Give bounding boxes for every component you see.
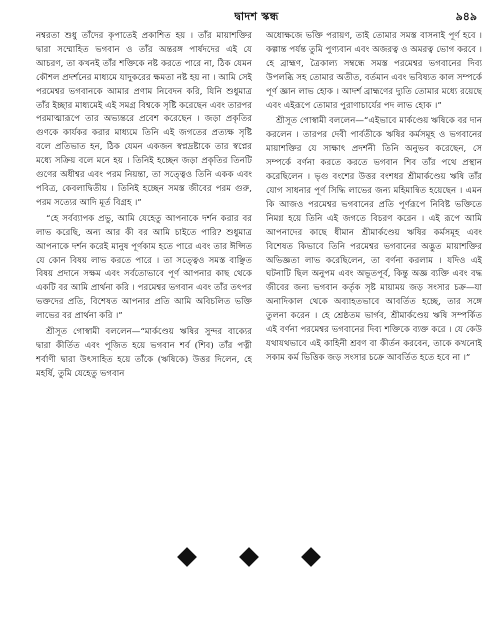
page-number: ৯৪৯ [455,10,477,23]
text-columns [36,30,482,540]
paragraph: শ্রীসূত গোস্বামী বললেন—“এইভাবে মার্কণ্ডেয় ঋষিকে বর দান করলেন । তারপর দেবী পার্বতীকে ঋষির কর্মসমূহ ও ভগবানের মায়াশক্তির যে সাক্ষাৎ প্রদর্শনী তিনি অনুভব করেছেন, সে সম্পর্কে বর্ণনা করতে করতে ভগবান শিব তাঁর পথে প্রস্থান করেছিলেন । ভৃগু বংশের উত্তর বংশধর শ্রীমার্কণ্ডেয় ঋষি তাঁর যোগ সাধনার পূর্ণ সিদ্ধি লাভের জন্য মহিমান্বিত হয়েছেন । এমন কি আজও পরমেশ্বর ভগবানের প্রতি পূর্ণরূপে নিবিষ্ট ভক্তিতে নিমগ্ন হয়ে তিনি এই জগতে বিচরণ করেন । এই রূপে আমি আপনাদের কাছে ধীমান শ্রীমার্কণ্ডেয় ঋষির কর্মসমূহ এবং বিশেষত কিভাবে তিনি পরমেশ্বর ভগবানের অদ্ভুত মায়াশক্তির অভিজ্ঞতা লাভ করেছিলেন, তা বর্ণনা করলাম । যদিও এই ঘটনাটি ছিল অনুপম এবং অভূতপূর্ব, কিন্তু অজ্ঞ ব্যক্তি এবং বদ্ধ জীবের জন্য ভগবান কর্তৃক সৃষ্ট মায়াময় জড় সংসার চক্র—যা অনাদিকাল থেকে অব্যাহতভাবে আবর্তিত হচ্ছে, তার সঙ্গে তুলনা করেন । হে শ্রেষ্ঠতম ভার্গব, শ্রীমার্কণ্ডেয় ঋষি সম্পর্কিত এই বর্ণনা পরমেশ্বর ভগবানের দিব্য শক্তিকে ব্যক্ত করে । যে কেউ যথাযথভাবে এই কাহিনী শ্রবণ বা কীর্তন করবেন, তাকে কখনোই সকাম কর্ম ভিত্তিক জড় সংসার চক্রে আবর্তিত হতে হবে না ।” [266,116,482,363]
running-title: দ্বাদশ স্কন্ধ [234,10,279,23]
paragraph: নশ্বরতা শুধু তাঁদের কৃপাতেই প্রকাশিত হয় । তাঁর মায়াশক্তির দ্বারা সম্মোহিত ভগবান ও তাঁর অন্তরঙ্গ পার্ষদদের এই যে আচরণ, তা কখনই তাঁর শক্তিকে নষ্ট করতে পারে না, ঠিক যেমন কৌশল প্রদর্শনের মাধ্যমে যাদুকরের ক্ষমতা নষ্ট হয় না । আমি সেই পরমেশ্বর ভগবানকে আমার প্রণাম নিবেদন করি, যিনি শুধুমাত্র তাঁর ইচ্ছার মাধ্যমেই এই সমগ্র বিশ্বকে সৃষ্টি করেছেন এবং তারপর পরমাত্মারূপে তার অভ্যন্তরে প্রবেশ করেছেন । জড়া প্রকৃতির গুণকে কার্যকর করার মাধ্যমে তিনি এই জগতের প্রত্যক্ষ সৃষ্টি বলে প্রতিভাত হন, ঠিক যেমন একজন স্বপ্নদ্রষ্টাকে তার স্বপ্নের মধ্যে সক্রিয় বলে মনে হয় । তিনিই হচ্ছেন জড়া প্রকৃতির তিনটি গুণের অধীশ্বর এবং পরম নিয়ন্তা, তা সত্ত্বেও তিনি একক এবং পবিত্র, কেবলাদ্বিতীয় । তিনিই হচ্ছেন সমস্ত জীবের পরম গুরু, পরম সত্যের আদি মূর্ত বিগ্রহ ।” [36,31,252,208]
flower-ornament-icon [178,548,196,566]
end-ornaments [0,548,497,566]
page-header [36,8,477,28]
flower-ornament-icon [302,548,320,566]
flower-ornament-icon [240,548,258,566]
right-column [266,30,482,540]
paragraph: শ্রীসূত গোস্বামী বললেন—“মার্কণ্ডেয় ঋষির সুন্দর বাক্যের দ্বারা কীর্তিত এবং পূজিত হয়ে ভগবান শর্ব (শিব) তাঁর পত্নী শর্বাণী দ্বারা উৎসাহিত হয়ে তাঁকে (ঋষিকে) উত্তর দিলেন, হে মহর্ষি, তুমি যেহেতু ভগবান [36,327,252,379]
paragraph: “হে সর্বব্যাপক প্রভু, আমি যেহেতু আপনাকে দর্শন করার বর লাভ করেছি, অন্য আর কী বর আমি চাইতে পারি? শুধুমাত্র আপনাকে দর্শন করেই মানুষ পূর্ণকাম হতে পারে এবং তার ঈপ্সিত যে কোন বিষয় লাভ করতে পারে । তা সত্ত্বেও সমস্ত বাঞ্ছিত বিষয় প্রদানে সক্ষম এবং সর্বতোভাবে পূর্ণ আপনার কাছ থেকে একটি বর আমি প্রার্থনা করি । পরমেশ্বর ভগবান এবং তাঁর তৎপর ভক্তদের প্রতি, বিশেষত আপনার প্রতি আমি অবিচলিত ভক্তি লাভের বর প্রার্থনা করি ।” [36,213,252,322]
left-column [36,30,252,540]
paragraph: অধোক্ষজে ভক্তি পরায়ণ, তাই তোমার সমস্ত বাসনাই পূর্ণ হবে । কল্পান্ত পর্যন্ত তুমি পুণ্যবান এবং অজরত্ব ও অমরত্ব ভোগ করবে । হে ব্রাহ্মণ, ত্রৈকাল্য সম্বন্ধে সমস্ত পরমেশ্বর ভগবানের দিব্য উপলব্ধি সহ তোমার অতীত, বর্তমান এবং ভবিষ্যত কাল সম্পর্কে পূর্ণ জ্ঞান লাভ হোক । আদর্শ ব্রাহ্মণের দ্যুতি তোমার মধ্যে রয়েছে এবং এইরূপে তোমার পুরাণাচার্যের পদ লাভ হোক ।” [266,31,482,111]
